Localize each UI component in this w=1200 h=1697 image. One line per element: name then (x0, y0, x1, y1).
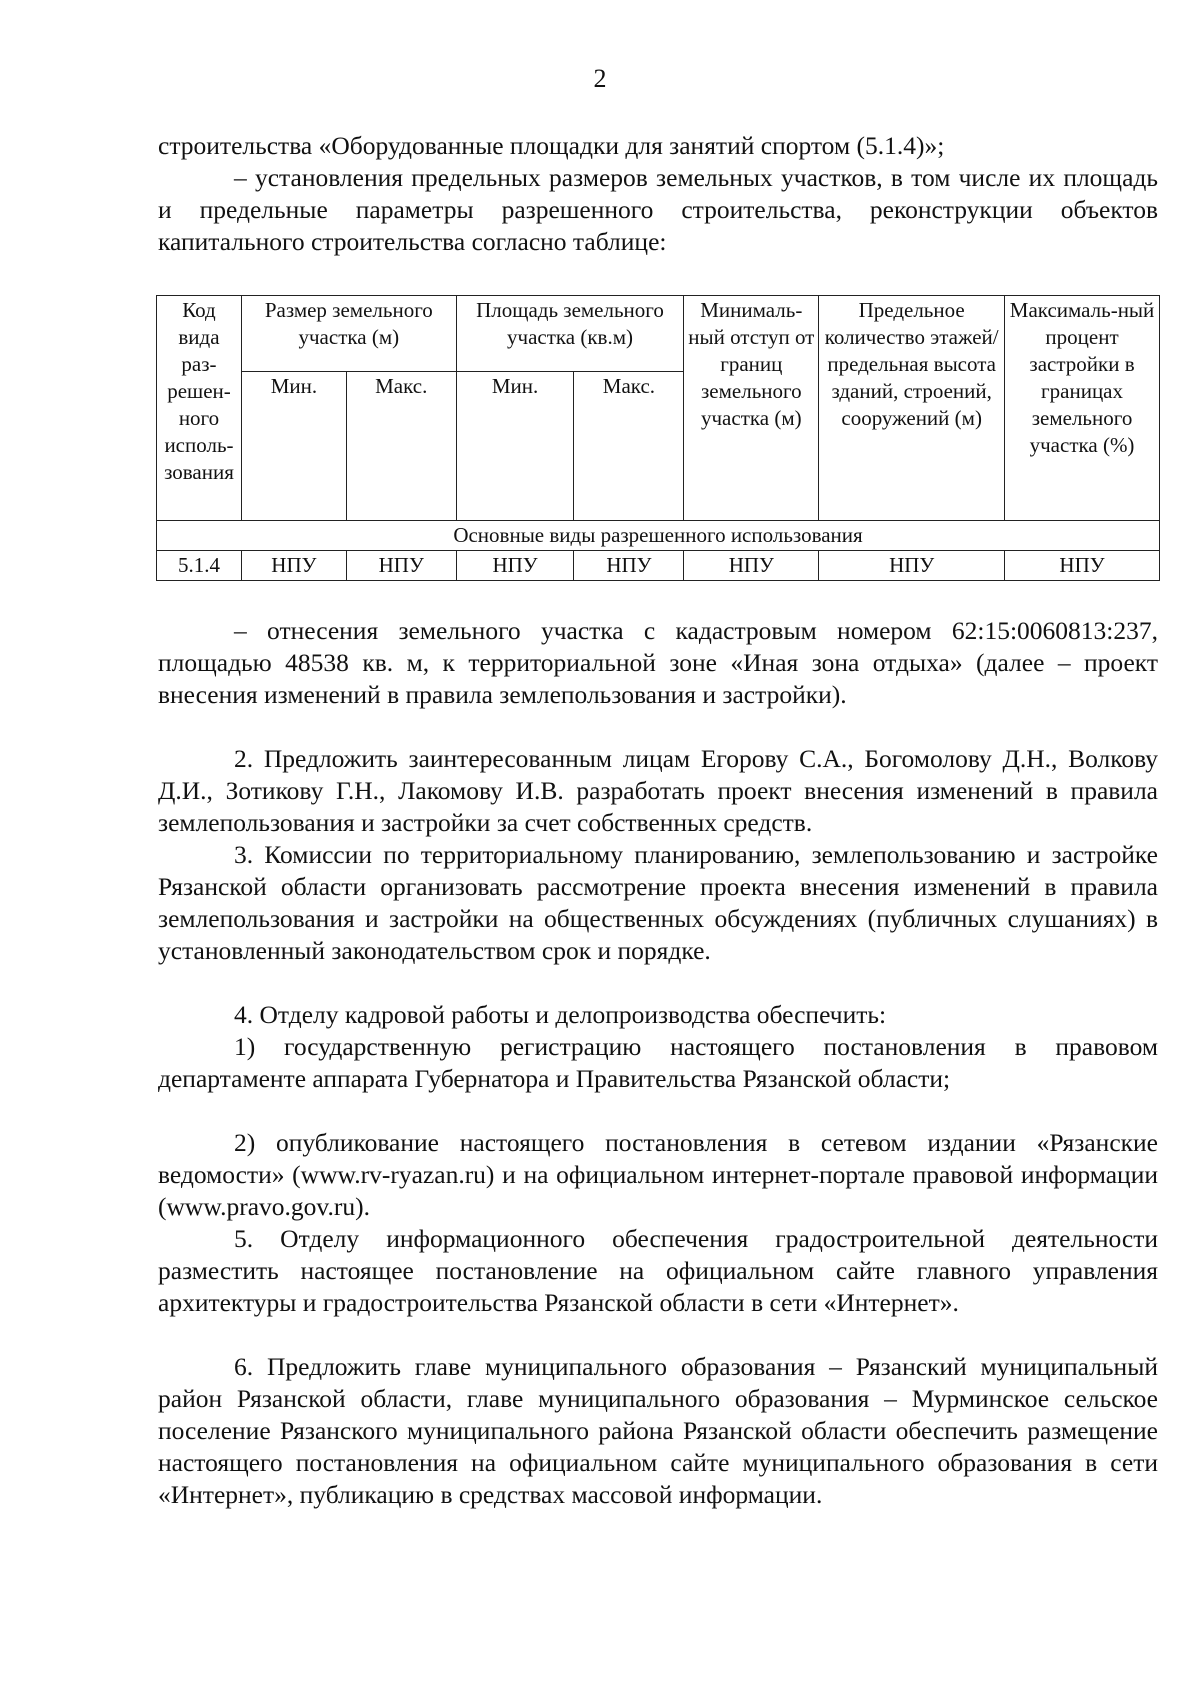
page-number: 2 (593, 64, 607, 93)
header-area: Площадь земельного участка (кв.м) (456, 296, 684, 372)
table-cell: НПУ (684, 551, 819, 581)
table-cell: НПУ (819, 551, 1005, 581)
table-cell: НПУ (574, 551, 684, 581)
paragraph-3: 3. Комиссии по территориальному планированию, землепользованию и застройке Рязанской области организовать рассмотрение проекта внесения изменений в правила землепользования и застройки на общественных обсуждениях (публичных слушаниях) в установленный законодательством срок и порядке. (158, 840, 1158, 965)
paragraph-4-2: 2) опубликование настоящего постановления в сетевом издании «Рязанские ведомости» (www.rv-ryazan.ru) и на официальном интернет-портале правовой информации (www.pravo.gov.ru). (158, 1128, 1158, 1221)
table-cell: НПУ (346, 551, 456, 581)
table-cell: НПУ (456, 551, 574, 581)
section-title: Основные виды разрешенного использования (157, 521, 1160, 551)
paragraph-6: 6. Предложить главе муниципального образования – Рязанский муниципальный район Рязанской области, главе муниципального образования – Мурминское сельское поселение Рязанского муниципального района Рязанской области обеспечить размещение настоящего постановления на официальном сайте муниципального образования в сети «Интернет», публикацию в средствах массовой информации. (158, 1352, 1158, 1509)
header-size-max: Макс. (346, 371, 456, 520)
table-cell: НПУ (1005, 551, 1160, 581)
paragraph-4-1: 1) государственную регистрацию настоящего постановления в правовом департаменте аппарата Губернатора и Правительства Рязанской области; (158, 1032, 1158, 1093)
header-area-min: Мин. (456, 371, 574, 520)
paragraph-2: 2. Предложить заинтересованным лицам Егорову С.А., Богомолову Д.Н., Волкову Д.И., Зотикову Г.Н., Лакомову И.В. разработать проект внесения изменений в правила землепользования и застройки за счет собственных средств. (158, 744, 1158, 837)
paragraph-5: 5. Отделу информационного обеспечения градостроительной деятельности разместить настоящее постановление на официальном сайте главного управления архитектуры и градостроительства Рязанской области в сети «Интернет». (158, 1224, 1158, 1317)
intro-line: строительства «Оборудованные площадки для занятий спортом (5.1.4)»; (158, 131, 945, 160)
header-size-min: Мин. (241, 371, 346, 520)
table-cell-code: 5.1.4 (157, 551, 242, 581)
header-setback: Минималь-ный отступ от границ земельного участка (м) (684, 296, 819, 521)
table-cell: НПУ (241, 551, 346, 581)
header-area-max: Макс. (574, 371, 684, 520)
table-row (157, 551, 1160, 581)
parameters-table (156, 295, 1160, 581)
header-floors: Предельное количество этажей/ предельная высота зданий, строений, сооружений (м) (819, 296, 1005, 521)
header-percent: Максималь-ный процент застройки в границах земельного участка (%) (1005, 296, 1160, 521)
paragraph-reassign: – отнесения земельного участка с кадастровым номером 62:15:0060813:237, площадью 48538 кв. м, к территориальной зоне «Иная зона отдыха» (далее – проект внесения изменений в правила землепользования и застройки). (158, 616, 1158, 709)
header-code: Код вида раз-решен-ного исполь-зования (157, 296, 242, 521)
paragraph-4: 4. Отделу кадровой работы и делопроизводства обеспечить: (234, 1000, 887, 1029)
intro-item: – установления предельных размеров земельных участков, в том числе их площадь и предельные параметры разрешенного строительства, реконструкции объектов капитального строительства согласно таблице: (158, 163, 1158, 256)
header-size: Размер земельного участка (м) (241, 296, 456, 372)
